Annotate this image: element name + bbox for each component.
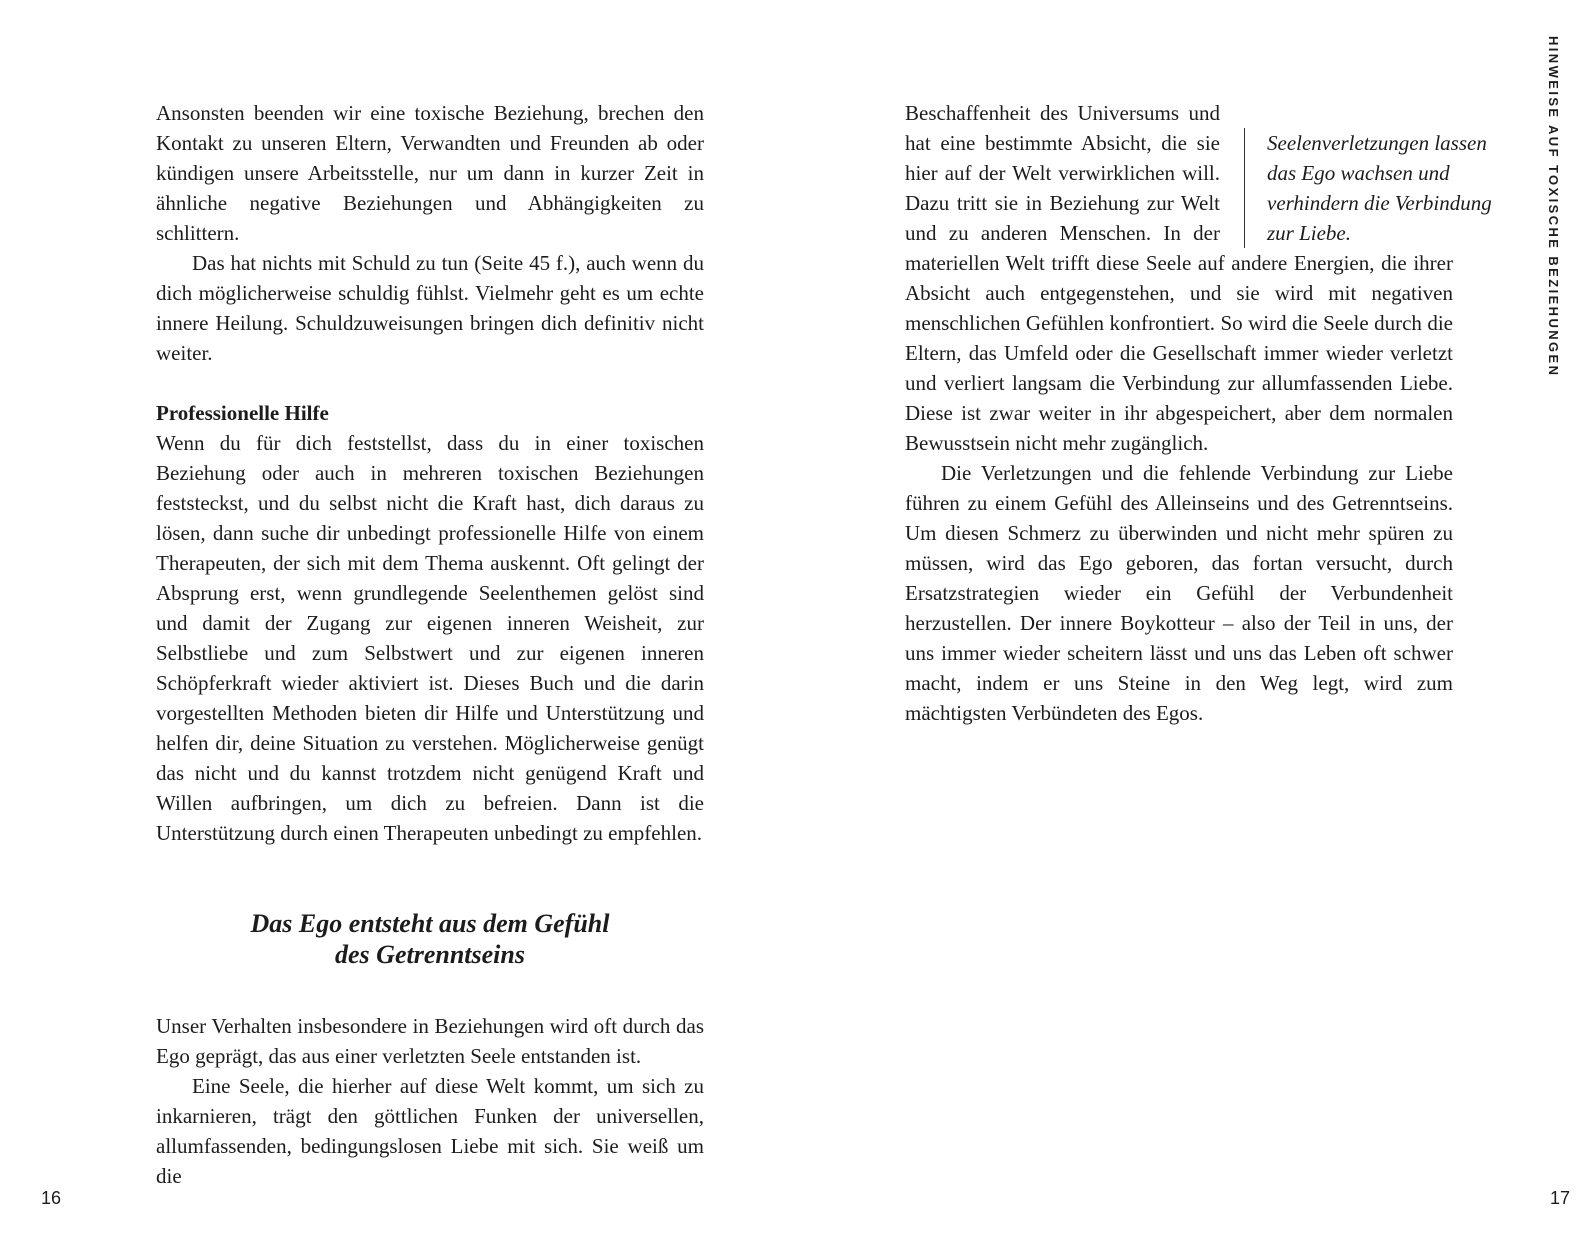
body-paragraph: Unser Verhalten insbesondere in Beziehungen wird oft durch das Ego geprägt, das aus einer verletzten Seele entstanden ist.	[156, 1014, 704, 1068]
pull-quote: Seelenverletzungen lassen das Ego wachsen und verhindern die Verbindung zur Liebe.	[1244, 128, 1511, 248]
section-title-line: Das Ego entsteht aus dem Gefühl	[250, 909, 610, 938]
body-paragraph: Eine Seele, die hierher auf diese Welt kommt, um sich zu inkarnieren, trägt den göttlichen Funken der universellen, allumfassenden, bedingungslosen Liebe mit sich. Sie weiß um die	[156, 1074, 704, 1188]
body-paragraph: Die Verletzungen und die fehlende Verbindung zur Liebe führen zu einem Gefühl des Alleinseins und des Getrenntseins. Um diesen Schmerz zu überwinden und nicht mehr spüren zu müssen, wird das Ego geboren, das fortan versucht, durch Ersatzstrategien wieder ein Gefühl der Verbundenheit herzustellen. Der innere Boykotteur – also der Teil in uns, der uns immer wieder scheitern lässt und uns das Leben oft schwer macht, indem er uns Steine in den Weg legt, wird zum mächtigsten Verbündeten des Egos.	[905, 461, 1453, 725]
subheading-professional-help: Professionelle Hilfe	[156, 401, 329, 425]
body-paragraph: Ansonsten beenden wir eine toxische Beziehung, brechen den Kontakt zu unseren Eltern, Verwandten und Freunden ab oder kündigen unsere Arbeitsstelle, nur um dann in kurzer Zeit in ähnliche negative Beziehungen und Abhängigkeiten zu schlittern.	[156, 101, 704, 245]
body-paragraph: Das hat nichts mit Schuld zu tun (Seite 45 f.), auch wenn du dich möglicherweise schuldig fühlst. Vielmehr geht es um echte innere Heilung. Schuldzuweisungen bringen dich definitiv nicht weiter.	[156, 251, 704, 365]
page-number-right: 17	[1550, 1188, 1571, 1208]
running-head: HINWEISE AUF TOXISCHE BEZIEHUNGEN	[1546, 36, 1561, 378]
body-paragraph: Wenn du für dich feststellst, dass du in einer toxischen Beziehung oder auch in mehreren toxischen Beziehungen feststeckst, und du selbst nicht die Kraft hast, dich daraus zu lösen, dann suche dir unbedingt professionelle Hilfe von einem Therapeuten, der sich mit dem Thema auskennt. Oft gelingt der Absprung erst, wenn grundlegende Seelenthemen gelöst sind und damit der Zugang zur eigenen inneren Weisheit, zur Selbstliebe und zum Selbstwert und zur eigenen inneren Schöpferkraft wieder aktiviert ist. Dieses Buch und die darin vorgestellten Methoden bieten dir Hilfe und Unterstützung und helfen dir, deine Situation zu verstehen. Möglicherweise genügt das nicht und du kannst trotzdem nicht genügend Kraft und Willen aufbringen, um dich zu befreien. Dann ist die Unterstützung durch einen Therapeuten unbedingt zu empfehlen.	[156, 431, 704, 845]
body-text: aber dem normalen Bewusstsein nicht mehr zugänglich.	[905, 401, 1454, 455]
body-text: Beschaffenheit des Universums und hat eine bestimmte Absicht, die sie hier auf der Welt verwirklichen will. Dazu tritt sie in Beziehung zur Welt und zu anderen Menschen. In der materiellen Welt trifft diese Seele auf andere Energien, die ihrer Absicht auch entgegenstehen, und sie wird mit negativen menschlichen Gefühlen konfrontiert. So wird die Seele durch die Eltern, das Umfeld oder die Gesellschaft immer wieder verletzt und verliert langsam die Verbindung zur allumfassenden Liebe. Diese ist zwar weiter in ihr abgespeichert,	[905, 101, 1453, 425]
section-title-line: des Getrenntseins	[335, 940, 525, 969]
page-number-left: 16	[41, 1188, 62, 1208]
left-page-column	[156, 98, 704, 1191]
right-page-column	[905, 98, 1492, 728]
section-title	[156, 908, 704, 970]
